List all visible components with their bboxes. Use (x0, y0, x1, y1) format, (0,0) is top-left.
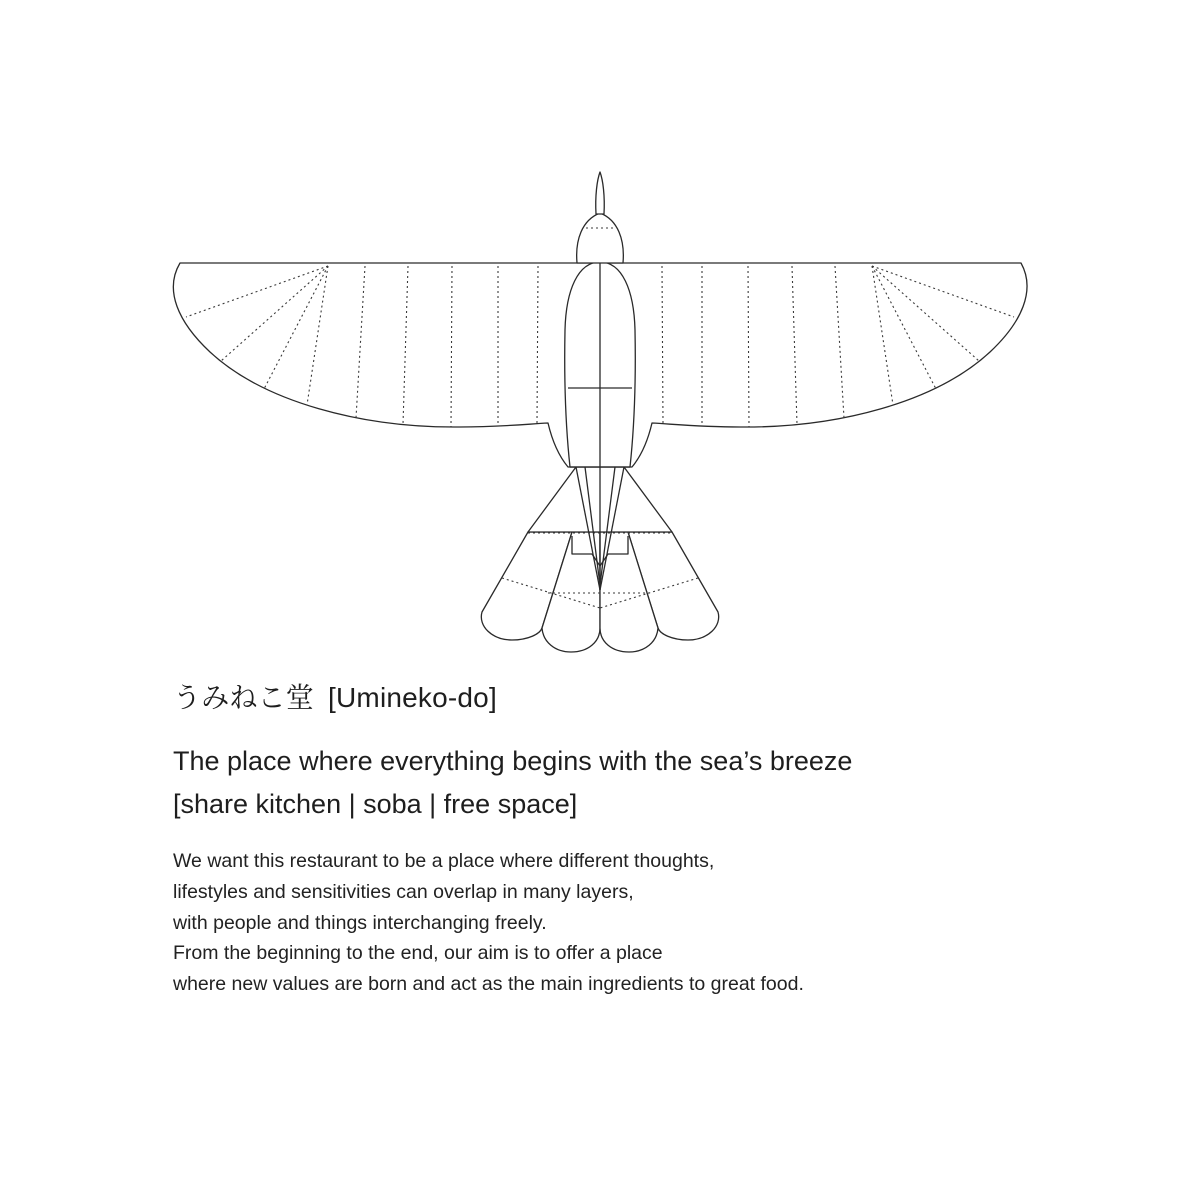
description-line: with people and things interchanging freely. (173, 911, 547, 934)
restaurant-name-japanese: うみねこ堂 (173, 681, 315, 714)
description-line: From the beginning to the end, our aim is to offer a place (173, 942, 663, 965)
restaurant-name (173, 680, 497, 716)
seagull-beak (596, 172, 605, 214)
seagull-head (577, 213, 624, 263)
tagline-line-2: [share kitchen | soba | free space] (173, 789, 578, 819)
description (173, 846, 804, 1000)
description-line: We want this restaurant to be a place where different thoughts, (173, 850, 715, 872)
restaurant-name-romaji: [Umineko-do] (328, 682, 497, 713)
description-line: lifestyles and sensitivities can overlap in many layers, (173, 880, 634, 903)
tagline-line-1: The place where everything begins with the sea’s breeze (173, 746, 853, 776)
description-line: where new values are born and act as the main ingredients to great food. (173, 973, 804, 996)
tagline (173, 740, 852, 826)
